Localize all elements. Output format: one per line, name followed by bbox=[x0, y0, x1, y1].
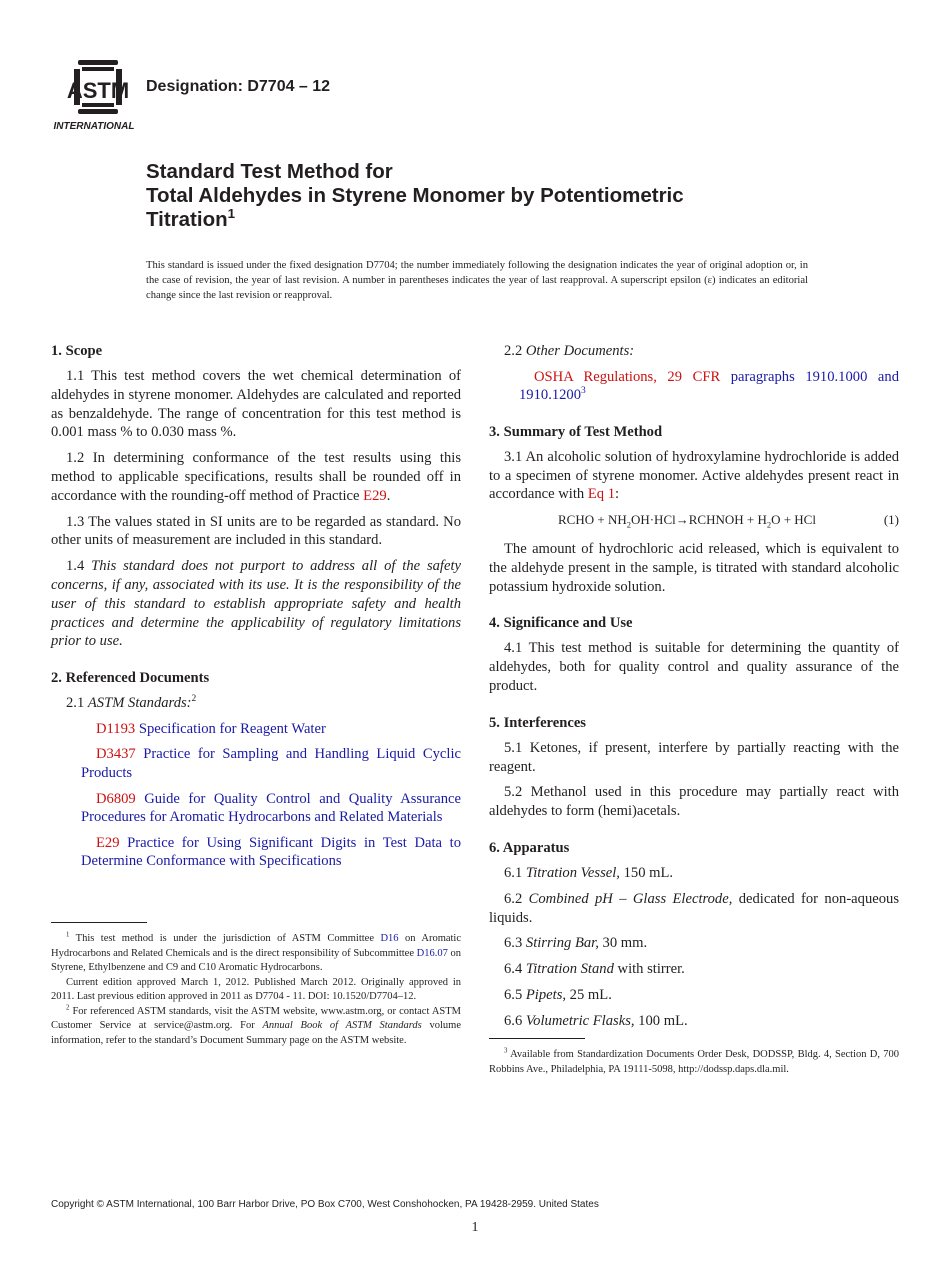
paragraph-5-1: 5.1 Ketones, if present, interfere by partially reacting with the reagent. bbox=[489, 739, 899, 775]
paragraph-5-2: 5.2 Methanol used in this procedure may partially react with aldehydes to form (hemi)acetals. bbox=[489, 784, 899, 820]
paragraph-1-2: 1.2 In determining conformance of the test results using this method to applicable specifications, results shall be rounded off in accordance with the rounding-off method of Practice E29. bbox=[51, 450, 461, 504]
section-other-documents bbox=[489, 342, 899, 405]
footnotes-right bbox=[489, 1048, 899, 1077]
paragraph-1-4: 1.4 This standard does not purport to address all of the safety concerns, if any, associated with its use. It is the responsibility of the user of this standard to establish appropriate safety and health practices and determine the applicability of regulatory limitations prior to use. bbox=[51, 558, 461, 650]
section-heading: 2. Referenced Documents bbox=[51, 670, 210, 687]
section-interferences bbox=[489, 714, 899, 821]
section-heading: 3. Summary of Test Method bbox=[489, 423, 663, 440]
designation: Designation: D7704 – 12 bbox=[146, 78, 331, 95]
apparatus-item: 6.2 Combined pH – Glass Electrode, dedicated for non-aqueous liquids. bbox=[489, 890, 899, 926]
apparatus-item: 6.5 Pipets, 25 mL. bbox=[504, 986, 612, 1003]
footnotes-left bbox=[51, 932, 461, 1048]
section-summary bbox=[489, 423, 899, 597]
equation-1 bbox=[489, 511, 899, 530]
equation-number: (1) bbox=[883, 512, 899, 528]
section-heading: 5. Interferences bbox=[489, 714, 586, 731]
title-footnote-marker: 1 bbox=[227, 206, 236, 222]
ref-item-e29[interactable]: E29 Practice for Using Significant Digits in Test Data to Determine Conformance with Specifications bbox=[81, 834, 461, 870]
section-heading: 1. Scope bbox=[51, 343, 103, 359]
other-documents-label: 2.2 Other Documents: bbox=[504, 343, 635, 359]
paragraph-1-3: 1.3 The values stated in SI units are to be regarded as standard. No other units of measurement are included in this standard. bbox=[51, 513, 461, 549]
section-heading: 6. Apparatus bbox=[489, 839, 570, 856]
section-significance bbox=[489, 614, 899, 695]
footnote-rule-left bbox=[51, 922, 147, 923]
ref-item-d1193[interactable]: D1193 Specification for Reagent Water bbox=[96, 720, 326, 737]
title-line-1: Standard Test Method for bbox=[146, 160, 393, 183]
logo-lettering: ASTM bbox=[66, 78, 130, 103]
footnote-3: $^3$ Available from Standardization Documents Order Desk, DODSSP, Bldg. 4, Section D, 700 Robbins Ave., Philadelphia, PA 19111-5098, http://dodssp.daps.dla.mil. bbox=[489, 1047, 900, 1075]
footnote-1-edition: Current edition approved March 1, 2012. Published March 2012. Originally approved in 2011. Last previous edition approved in 2011 as D7704 - 11. DOI: 10.1520/D7704–12. bbox=[51, 976, 461, 1002]
footnote-1: $^1$ This test method is under the jurisdiction of ASTM Committee D16 on Aromatic Hydrocarbons and Related Chemicals and is the direct responsibility of Subcommittee D16.07 on Styrene, Ethylbenzene and C9 and C10 Aromatic Hydrocarbons. bbox=[51, 931, 462, 973]
paragraph-4-1: 4.1 This test method is suitable for determining the quantity of aldehydes, both for quality control and quality assurance of the product. bbox=[489, 640, 899, 694]
osha-reference[interactable]: OSHA Regulations, 29 CFR paragraphs 1910.1000 and 1910.1200$^3$ bbox=[519, 368, 900, 404]
section-heading: 4. Significance and Use bbox=[489, 615, 633, 632]
astm-standards-label: 2.1 ASTM Standards:$^2$ bbox=[66, 694, 197, 712]
ref-item-d3437[interactable]: D3437 Practice for Sampling and Handling Liquid Cyclic Products bbox=[81, 746, 461, 781]
apparatus-item: 6.1 Titration Vessel, 150 mL. bbox=[504, 864, 674, 881]
title-line-3: Titration$^1$ bbox=[146, 206, 236, 231]
footnote-2: $^2$ For referenced ASTM standards, visit the ASTM website, www.astm.org, or contact ASTM Customer Service at service@astm.org. For Annual Book of ASTM Standards volume information, refer to the standard’s Document Summary page on the ASTM website. bbox=[51, 1004, 462, 1046]
left-column bbox=[51, 342, 461, 889]
document-title bbox=[146, 160, 846, 232]
copyright-notice: Copyright © ASTM International, 100 Barr Harbor Drive, PO Box C700, West Conshohocken, PA 19428-2959. United States bbox=[51, 1199, 599, 1210]
astm-logo bbox=[52, 58, 136, 132]
footnote-rule-right bbox=[489, 1038, 585, 1039]
issuance-note: This standard is issued under the fixed designation D7704; the number immediately following the designation indicates the year of original adoption or, in the case of revision, the year of last revision. A number in parentheses indicates the year of last reapproval. A superscript epsilon (ε) indicates an editorial change since the last revision or reapproval. bbox=[146, 260, 808, 301]
section-referenced-documents bbox=[51, 669, 461, 871]
logo-international: INTERNATIONAL bbox=[53, 121, 135, 132]
apparatus-item: 6.3 Stirring Bar, 30 mm. bbox=[504, 935, 648, 952]
section-apparatus bbox=[489, 839, 899, 1031]
equation-body: RCHO + $NH_2OH\cdot HCl\to RCHNOH + H_2O$ + HCl bbox=[558, 512, 816, 530]
eq1-link[interactable]: Eq 1 bbox=[587, 486, 616, 503]
paragraph-1-1: 1.1 This test method covers the wet chemical determination of aldehydes in styrene monomer. Aldehydes are calculated and reported as benzaldehyde. The range of concentration for this test method is 0.001 mass % to 0.030 mass %. bbox=[51, 368, 461, 441]
d16-07-link[interactable]: D16.07 bbox=[416, 947, 448, 959]
apparatus-item: 6.6 Volumetric Flasks, 100 mL. bbox=[504, 1012, 688, 1029]
e29-link[interactable]: E29 bbox=[363, 487, 387, 504]
ref-item-d6809[interactable]: D6809 Guide for Quality Control and Quality Assurance Procedures for Aromatic Hydrocarbons and Related Materials bbox=[81, 790, 461, 826]
right-column bbox=[489, 342, 899, 1049]
section-scope bbox=[51, 342, 461, 651]
paragraph-3-2: The amount of hydrochloric acid released, which is equivalent to the aldehyde present in the sample, is titrated with standard alcoholic potassium hydroxide solution. bbox=[489, 540, 899, 595]
title-line-2: Total Aldehydes in Styrene Monomer by Potentiometric bbox=[146, 184, 684, 207]
apparatus-item: 6.4 Titration Stand with stirrer. bbox=[504, 961, 685, 978]
page-number: 1 bbox=[471, 1220, 479, 1235]
d16-link[interactable]: D16 bbox=[380, 933, 399, 944]
paragraph-3-1: 3.1 An alcoholic solution of hydroxylamine hydrochloride is added to a specimen of styrene monomer. Active aldehydes present react in accordance with Eq 1: bbox=[489, 448, 899, 503]
